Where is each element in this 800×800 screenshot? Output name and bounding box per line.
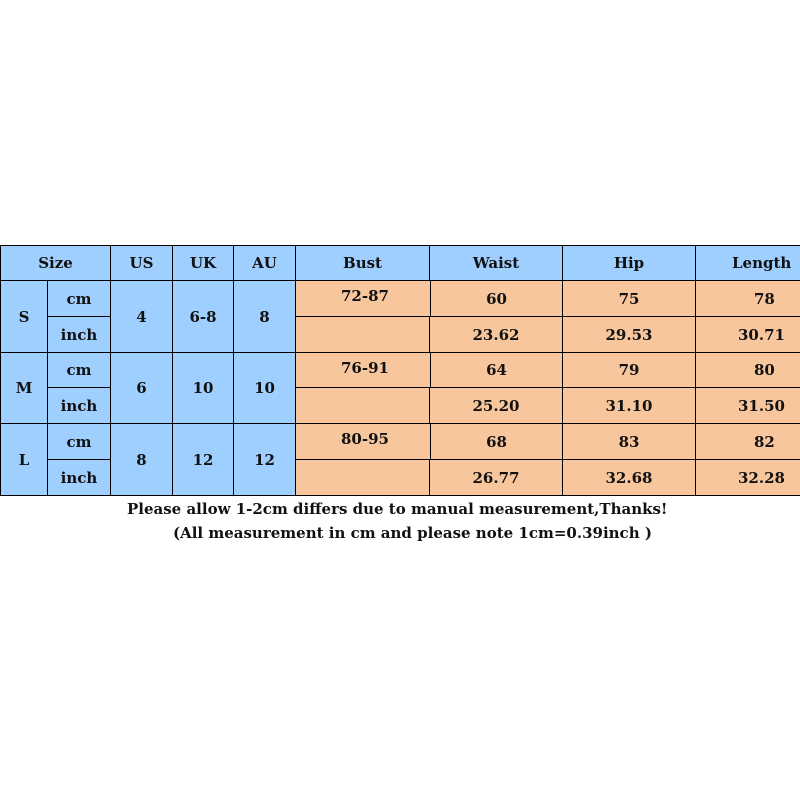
size-chart-table: [0, 245, 800, 496]
bust-value: 72-87: [296, 281, 430, 317]
us-size-value: 8: [111, 424, 173, 496]
unit-label: cm: [48, 281, 111, 317]
uk-size-value: 10: [173, 353, 234, 424]
unit-label: cm: [48, 424, 111, 460]
header-uk: UK: [173, 245, 234, 281]
waist-value: 25.20: [430, 388, 563, 424]
unit-label: inch: [48, 317, 111, 353]
au-size-value: 12: [234, 424, 296, 496]
waist-value: 68: [430, 424, 563, 460]
header-us: US: [111, 245, 173, 281]
header-au: AU: [234, 245, 296, 281]
hip-value: 83: [563, 424, 696, 460]
hip-value: 79: [563, 353, 696, 388]
hip-value: 75: [563, 281, 696, 317]
length-value: 31.50: [696, 388, 800, 424]
header-size: Size: [0, 245, 111, 281]
hip-value: 31.10: [563, 388, 696, 424]
bust-value: 80-95: [296, 424, 430, 460]
conversion-note: (All measurement in cm and please note 1cm=0.39inch ): [173, 524, 652, 542]
uk-size-value: 12: [173, 424, 234, 496]
unit-label: inch: [48, 460, 111, 496]
length-value: 32.28: [696, 460, 800, 496]
waist-value: 26.77: [430, 460, 563, 496]
length-value: 78: [696, 281, 800, 317]
bust-value: [296, 317, 430, 353]
header-waist: Waist: [430, 245, 563, 281]
bust-value: 76-91: [296, 353, 430, 388]
au-size-value: 8: [234, 281, 296, 353]
length-value: 30.71: [696, 317, 800, 353]
unit-label: cm: [48, 353, 111, 388]
waist-value: 64: [430, 353, 563, 388]
length-value: 82: [696, 424, 800, 460]
hip-value: 32.68: [563, 460, 696, 496]
bust-value: [296, 388, 430, 424]
header-length: Length: [696, 245, 800, 281]
measurement-note: Please allow 1-2cm differs due to manual measurement,Thanks!: [127, 500, 668, 518]
uk-size-value: 6-8: [173, 281, 234, 353]
size-label: L: [0, 424, 48, 496]
us-size-value: 6: [111, 353, 173, 424]
bust-value: [296, 460, 430, 496]
size-label: M: [0, 353, 48, 424]
header-hip: Hip: [563, 245, 696, 281]
length-value: 80: [696, 353, 800, 388]
waist-value: 60: [430, 281, 563, 317]
waist-value: 23.62: [430, 317, 563, 353]
au-size-value: 10: [234, 353, 296, 424]
us-size-value: 4: [111, 281, 173, 353]
header-bust: Bust: [296, 245, 430, 281]
hip-value: 29.53: [563, 317, 696, 353]
size-label: S: [0, 281, 48, 353]
unit-label: inch: [48, 388, 111, 424]
